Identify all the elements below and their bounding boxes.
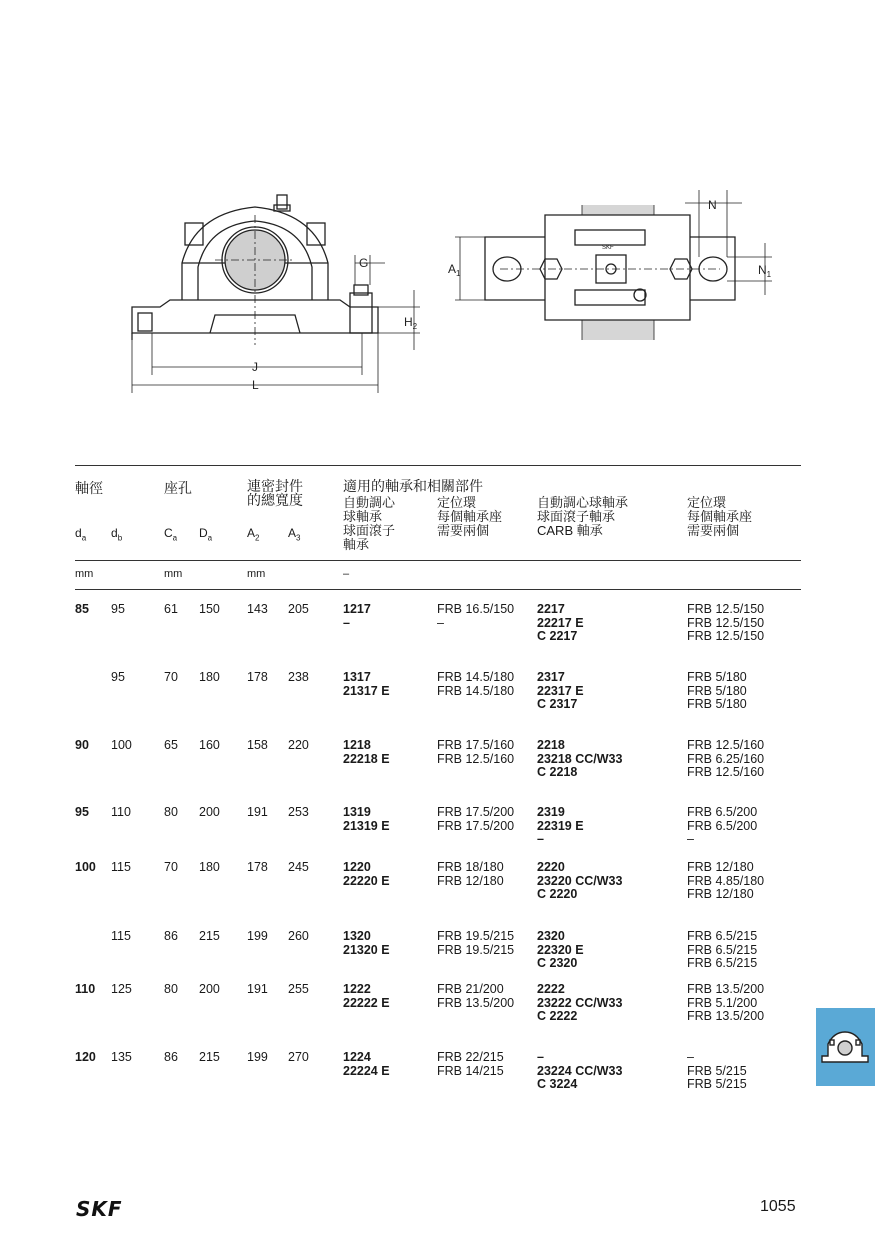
- table-cell-db: 100: [111, 738, 132, 752]
- table-cell-ca: 86: [164, 929, 178, 943]
- table-cell-da: 90: [75, 738, 89, 752]
- dim-label-a1: $A_1$: [448, 262, 461, 278]
- table-cell-db: 135: [111, 1050, 132, 1064]
- table-cell-bearing: 1220 22220 E: [343, 860, 390, 888]
- table-cell-A2: 199: [247, 1050, 268, 1064]
- table-cell-A3: 238: [288, 670, 309, 684]
- table-cell-db: 115: [111, 860, 131, 874]
- table-cell-A3: 220: [288, 738, 309, 752]
- page-number: 1055: [760, 1198, 796, 1215]
- table-cell-ring2: FRB 6.5/200 FRB 6.5/200 –: [687, 805, 758, 846]
- table-cell-ring1: FRB 22/215 FRB 14/215: [437, 1050, 504, 1078]
- table-cell-ring1: FRB 17.5/200 FRB 17.5/200: [437, 805, 515, 833]
- dim-label-g: G: [359, 256, 369, 270]
- table-cell-ca: 70: [164, 670, 178, 684]
- table-cell-bearing: 1218 22218 E: [343, 738, 390, 766]
- dim-label-n: N: [708, 198, 717, 212]
- table-cell-Da: 200: [199, 982, 220, 996]
- table-cell-ring2: FRB 5/180 FRB 5/180 FRB 5/180: [687, 670, 747, 711]
- dim-label-l: L: [252, 378, 259, 392]
- skf-logo: SKF: [76, 1197, 123, 1221]
- table-cell-ca: 70: [164, 860, 178, 874]
- table-cell-db: 95: [111, 670, 125, 684]
- table-cell-ring2: FRB 12/180 FRB 4.85/180 FRB 12/180: [687, 860, 765, 901]
- table-cell-ring2: FRB 12.5/150 FRB 12.5/150 FRB 12.5/150: [687, 602, 765, 643]
- table-cell-ring2: FRB 13.5/200 FRB 5.1/200 FRB 13.5/200: [687, 982, 765, 1023]
- table-cell-bearing2: 2220 23220 CC/W33 C 2220: [537, 860, 623, 901]
- table-cell-A2: 191: [247, 805, 268, 819]
- plummer-block-icon: [816, 1008, 875, 1086]
- header-bore: 座孔: [164, 480, 192, 496]
- table-cell-da: 110: [75, 982, 96, 996]
- housing-drawing: [120, 185, 780, 405]
- table-top-rule: [75, 465, 801, 466]
- housing-brand-mark: SKF: [602, 245, 614, 251]
- table-cell-ring1: FRB 17.5/160 FRB 12.5/160: [437, 738, 515, 766]
- unit-bore: mm: [164, 568, 183, 580]
- table-cell-db: 115: [111, 929, 131, 943]
- table-cell-A2: 143: [247, 602, 268, 616]
- table-cell-ca: 80: [164, 982, 178, 996]
- table-cell-Da: 180: [199, 860, 220, 874]
- table-cell-da: 85: [75, 602, 89, 616]
- table-cell-ca: 80: [164, 805, 178, 819]
- table-cell-A2: 199: [247, 929, 268, 943]
- table-cell-Da: 150: [199, 602, 220, 616]
- table-cell-Da: 200: [199, 805, 220, 819]
- header-seal-width-1: 連密封件: [247, 478, 303, 494]
- header-shaft: 軸徑: [75, 480, 103, 496]
- unit-seal-width: mm: [247, 568, 266, 580]
- table-cell-A3: 260: [288, 929, 309, 943]
- header-sph-ball-4: 軸承: [343, 537, 370, 552]
- table-cell-db: 110: [111, 805, 131, 819]
- table-cell-A2: 178: [247, 860, 268, 874]
- header-loc-ring-2-1: 定位環: [687, 495, 727, 510]
- table-cell-Da: 180: [199, 670, 220, 684]
- table-cell-ring2: FRB 6.5/215 FRB 6.5/215 FRB 6.5/215: [687, 929, 758, 970]
- table-cell-ring2: FRB 12.5/160 FRB 6.25/160 FRB 12.5/160: [687, 738, 765, 779]
- table-cell-A2: 178: [247, 670, 268, 684]
- table-cell-bearing: 1317 21317 E: [343, 670, 390, 698]
- dim-label-j: J: [252, 360, 258, 374]
- table-cell-bearing2: – 23224 CC/W33 C 3224: [537, 1050, 623, 1091]
- table-cell-ca: 61: [164, 602, 178, 616]
- table-cell-db: 95: [111, 602, 125, 616]
- table-cell-da: 95: [75, 805, 89, 819]
- table-cell-ring1: FRB 16.5/150 –: [437, 602, 515, 630]
- header-sph-roller-2: 球面滾子軸承: [537, 509, 616, 524]
- table-cell-db: 125: [111, 982, 132, 996]
- table-cell-bearing: 1319 21319 E: [343, 805, 390, 833]
- symbol-da: $d_a$: [75, 526, 87, 543]
- header-sph-roller-1: 自動調心球軸承: [537, 495, 629, 510]
- header-loc-ring-2-3: 需要兩個: [687, 523, 740, 538]
- table-cell-bearing2: 2319 22319 E –: [537, 805, 584, 846]
- table-cell-ca: 86: [164, 1050, 178, 1064]
- table-cell-ring1: FRB 21/200 FRB 13.5/200: [437, 982, 515, 1010]
- table-cell-bearing2: 2217 22217 E C 2217: [537, 602, 584, 643]
- header-seal-width-2: 的總寬度: [247, 492, 303, 508]
- table-cell-Da: 215: [199, 1050, 220, 1064]
- table-cell-ring1: FRB 19.5/215 FRB 19.5/215: [437, 929, 515, 957]
- header-sph-ball-3: 球面滾子: [343, 523, 396, 538]
- symbol-db: $d_b$: [111, 526, 123, 543]
- table-cell-da: 120: [75, 1050, 96, 1064]
- table-cell-ca: 65: [164, 738, 178, 752]
- table-cell-bearing: 1222 22222 E: [343, 982, 390, 1010]
- header-loc-ring-1-2: 每個軸承座: [437, 509, 503, 524]
- table-cell-ring1: FRB 18/180 FRB 12/180: [437, 860, 504, 888]
- header-sph-ball-2: 球軸承: [343, 509, 383, 524]
- header-loc-ring-1-1: 定位環: [437, 495, 477, 510]
- dim-label-n1: $N_1$: [758, 263, 772, 279]
- table-cell-ring2: – FRB 5/215 FRB 5/215: [687, 1050, 747, 1091]
- table-cell-Da: 160: [199, 738, 220, 752]
- table-cell-bearing2: 2320 22320 E C 2320: [537, 929, 584, 970]
- header-loc-ring-1-3: 需要兩個: [437, 523, 490, 538]
- section-side-tab[interactable]: [816, 1008, 875, 1086]
- table-cell-A3: 205: [288, 602, 309, 616]
- table-cell-bearing: 1320 21320 E: [343, 929, 390, 957]
- table-cell-bearing2: 2218 23218 CC/W33 C 2218: [537, 738, 623, 779]
- table-cell-A3: 255: [288, 982, 309, 996]
- table-cell-A3: 253: [288, 805, 309, 819]
- symbol-ca: $C_a$: [164, 526, 178, 543]
- table-cell-A2: 191: [247, 982, 268, 996]
- table-cell-da: 100: [75, 860, 96, 874]
- table-cell-A3: 270: [288, 1050, 309, 1064]
- symbol-A3: $A_3$: [288, 526, 301, 543]
- symbol-A2: $A_2$: [247, 526, 260, 543]
- table-cell-A2: 158: [247, 738, 268, 752]
- header-applicable: 適用的軸承和相關部件: [343, 478, 483, 494]
- table-unit-rule: [75, 589, 801, 590]
- table-cell-bearing2: 2222 23222 CC/W33 C 2222: [537, 982, 623, 1023]
- table-cell-ring1: FRB 14.5/180 FRB 14.5/180: [437, 670, 515, 698]
- header-loc-ring-2-2: 每個軸承座: [687, 509, 753, 524]
- table-cell-A3: 245: [288, 860, 309, 874]
- table-cell-bearing: 1224 22224 E: [343, 1050, 390, 1078]
- header-sph-roller-3: CARB 軸承: [537, 523, 603, 538]
- unit-bearings: –: [343, 568, 350, 580]
- unit-shaft: mm: [75, 568, 94, 580]
- dim-label-h2: $H_2$: [404, 315, 418, 331]
- symbol-Da: $D_a$: [199, 526, 213, 543]
- table-cell-bearing2: 2317 22317 E C 2317: [537, 670, 584, 711]
- table-header-rule: [75, 560, 801, 561]
- header-sph-ball-1: 自動調心: [343, 495, 396, 510]
- table-cell-bearing: 1217 –: [343, 602, 371, 630]
- table-cell-Da: 215: [199, 929, 220, 943]
